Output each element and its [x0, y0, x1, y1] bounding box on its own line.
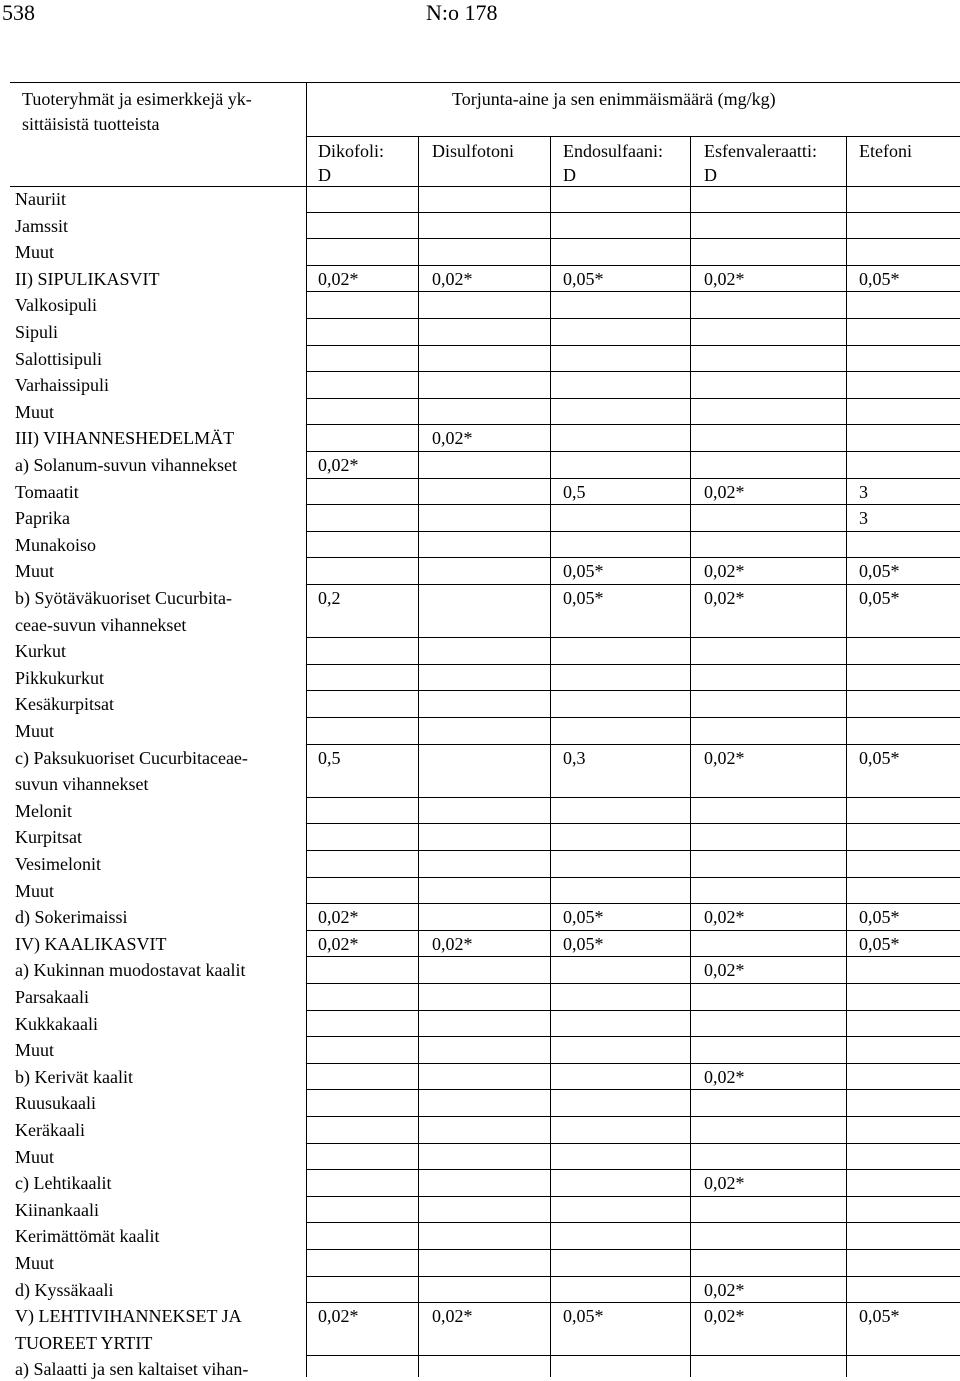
- row-separator-24: [306, 877, 960, 878]
- cell-value: 0,5: [318, 747, 341, 768]
- row-label: Kurpitsat: [15, 827, 82, 848]
- cell-value: 0,02*: [432, 1306, 473, 1327]
- row-separator-35: [306, 1169, 960, 1170]
- row-separator-9: [306, 424, 960, 425]
- cell-value: 0,5: [563, 481, 586, 502]
- row-label: b) Kerivät kaalit: [15, 1066, 133, 1087]
- row-separator-31: [306, 1063, 960, 1064]
- row-separator-6: [306, 345, 960, 346]
- row-label: II) SIPULIKASVIT: [15, 268, 160, 289]
- cell-value: 0,05*: [859, 268, 900, 289]
- document-number: N:o 178: [426, 0, 498, 25]
- row-label: V) LEHTIVIHANNEKSET JA: [15, 1306, 242, 1327]
- cell-value: 0,05*: [563, 907, 604, 928]
- cell-value: 0,05*: [859, 588, 900, 608]
- cell-value: 0,02*: [318, 907, 359, 928]
- row-label: a) Kukinnan muodostavat kaalit: [15, 960, 246, 981]
- row-label: Nauriit: [15, 189, 66, 209]
- header-subdivider: [306, 136, 960, 137]
- cell-value: 0,05*: [859, 561, 900, 582]
- row-label: Kurkut: [15, 641, 66, 662]
- row-label: c) Lehtikaalit: [15, 1173, 112, 1194]
- row-label: Kukkakaali: [15, 1013, 98, 1034]
- row-separator-4: [306, 291, 960, 292]
- row-separator-5: [306, 318, 960, 319]
- row-separator-32: [306, 1089, 960, 1090]
- row-separator-41: [306, 1355, 960, 1356]
- row-separator-34: [306, 1143, 960, 1144]
- row-separator-2: [306, 238, 960, 239]
- row-label: b) Syötäväkuoriset Cucurbita-: [15, 588, 232, 608]
- row-separator-20: [306, 744, 960, 745]
- row-separator-33: [306, 1116, 960, 1117]
- row-label: Pikkukurkut: [15, 667, 105, 688]
- cell-value: 0,02*: [704, 588, 745, 608]
- cell-value: 0,02*: [704, 1173, 745, 1194]
- row-label: Kerimättömät kaalit: [15, 1226, 160, 1247]
- column-divider-4: [690, 136, 691, 1377]
- row-separator-40: [306, 1302, 960, 1303]
- product-groups-label-1: Tuoteryhmät ja esimerkkejä yk-: [22, 89, 252, 109]
- row-separator-13: [306, 531, 960, 532]
- row-label: Sipuli: [15, 322, 59, 342]
- row-label: Muut: [15, 1040, 55, 1061]
- row-label: TUOREET YRTIT: [15, 1332, 153, 1353]
- row-label: Jamssit: [15, 215, 69, 236]
- row-label: c) Paksukuoriset Cucurbitaceae-: [15, 747, 248, 768]
- cell-value: 0,05*: [563, 588, 604, 608]
- header-bottom-border: [10, 186, 960, 187]
- cell-value: 0,05*: [859, 907, 900, 928]
- cell-value: 0,05*: [859, 1306, 900, 1327]
- row-label: Muut: [15, 561, 55, 582]
- row-separator-36: [306, 1196, 960, 1197]
- row-separator-37: [306, 1222, 960, 1223]
- cell-value: 0,02*: [318, 933, 359, 954]
- column-note-3: D: [563, 165, 576, 185]
- row-label: Salottisipuli: [15, 348, 103, 369]
- cell-value: 0,02*: [318, 455, 359, 475]
- row-label: Kiinankaali: [15, 1199, 99, 1220]
- cell-value: 3: [859, 481, 868, 502]
- row-separator-16: [306, 637, 960, 638]
- row-separator-15: [306, 584, 960, 585]
- row-separator-21: [306, 797, 960, 798]
- row-separator-39: [306, 1276, 960, 1277]
- column-header-4: Esfenvaleraatti:: [704, 141, 817, 161]
- column-note-1: D: [318, 165, 331, 185]
- row-label: Muut: [15, 1253, 55, 1273]
- cell-value: 0,02*: [704, 1306, 745, 1327]
- cell-value: 0,02*: [704, 960, 745, 981]
- row-separator-27: [306, 956, 960, 957]
- row-separator-7: [306, 371, 960, 372]
- row-label: Muut: [15, 401, 55, 422]
- row-label: Muut: [15, 880, 55, 901]
- column-header-1: Dikofoli:: [318, 141, 384, 161]
- column-note-4: D: [704, 165, 717, 185]
- row-separator-30: [306, 1036, 960, 1037]
- row-label: Valkosipuli: [15, 295, 98, 316]
- cell-value: 0,02*: [704, 561, 745, 582]
- cell-value: 0,02*: [318, 1306, 359, 1327]
- cell-value: 0,3: [563, 747, 586, 768]
- row-label: suvun vihannekset: [15, 774, 149, 795]
- row-separator-18: [306, 690, 960, 691]
- column-header-3: Endosulfaani:: [563, 141, 663, 161]
- cell-value: 0,05*: [563, 1306, 604, 1327]
- cell-value: 0,02*: [704, 1066, 745, 1087]
- pesticide-heading: Torjunta-aine ja sen enimmäismäärä (mg/kg): [452, 89, 776, 109]
- cell-value: 0,02*: [432, 933, 473, 954]
- row-label: III) VIHANNESHEDELMÄT: [15, 428, 235, 449]
- cell-value: 0,02*: [704, 268, 745, 289]
- cell-value: 0,02*: [704, 747, 745, 768]
- row-label: Muut: [15, 242, 55, 263]
- cell-value: 0,2: [318, 588, 341, 608]
- row-label: Paprika: [15, 508, 70, 529]
- row-label: Muut: [15, 721, 55, 741]
- row-separator-11: [306, 478, 960, 479]
- product-groups-label-2: sittäisistä tuotteista: [22, 114, 160, 134]
- row-label: IV) KAALIKASVIT: [15, 933, 167, 954]
- row-label: Tomaatit: [15, 481, 79, 502]
- cell-value: 0,05*: [859, 747, 900, 768]
- row-separator-29: [306, 1010, 960, 1011]
- row-separator-3: [306, 265, 960, 266]
- row-label: Varhaissipuli: [15, 375, 109, 396]
- row-separator-10: [306, 451, 960, 452]
- row-label: Keräkaali: [15, 1120, 85, 1140]
- row-separator-14: [306, 557, 960, 558]
- row-separator-8: [306, 398, 960, 399]
- row-label: a) Solanum-suvun vihannekset: [15, 455, 237, 475]
- column-divider-5: [846, 136, 847, 1377]
- row-separator-26: [306, 930, 960, 931]
- cell-value: 0,02*: [704, 907, 745, 928]
- cell-value: 0,05*: [563, 561, 604, 582]
- cell-value: 3: [859, 508, 868, 529]
- page-number: 538: [2, 0, 35, 25]
- row-separator-1: [306, 212, 960, 213]
- cell-value: 0,02*: [432, 268, 473, 289]
- cell-value: 0,02*: [704, 481, 745, 502]
- row-label: a) Salaatti ja sen kaltaiset vihan-: [15, 1359, 249, 1380]
- row-label: Munakoiso: [15, 534, 96, 555]
- cell-value: 0,02*: [704, 1279, 745, 1300]
- column-header-5: Etefoni: [859, 141, 912, 161]
- row-label: Melonit: [15, 800, 72, 821]
- row-label: Muut: [15, 1146, 55, 1167]
- row-label: ceae-suvun vihannekset: [15, 614, 187, 635]
- row-separator-28: [306, 983, 960, 984]
- column-divider-3: [550, 136, 551, 1377]
- row-label: Kesäkurpitsat: [15, 694, 114, 715]
- row-separator-25: [306, 903, 960, 904]
- column-divider-2: [418, 136, 419, 1377]
- row-label: d) Kyssäkaali: [15, 1279, 114, 1300]
- row-separator-19: [306, 717, 960, 718]
- cell-value: 0,05*: [859, 933, 900, 954]
- row-separator-23: [306, 850, 960, 851]
- row-separator-17: [306, 664, 960, 665]
- row-label: d) Sokerimaissi: [15, 907, 128, 928]
- row-separator-12: [306, 504, 960, 505]
- row-label: Parsakaali: [15, 987, 89, 1007]
- cell-value: 0,05*: [563, 933, 604, 954]
- cell-value: 0,02*: [432, 428, 473, 449]
- row-separator-38: [306, 1249, 960, 1250]
- cell-value: 0,05*: [563, 268, 604, 289]
- column-header-2: Disulfotoni: [432, 141, 515, 161]
- row-separator-22: [306, 823, 960, 824]
- row-label: Ruusukaali: [15, 1093, 96, 1114]
- column-divider-1: [306, 82, 307, 1377]
- cell-value: 0,02*: [318, 268, 359, 289]
- row-label: Vesimelonit: [15, 854, 101, 874]
- table-top-border: [10, 82, 960, 83]
